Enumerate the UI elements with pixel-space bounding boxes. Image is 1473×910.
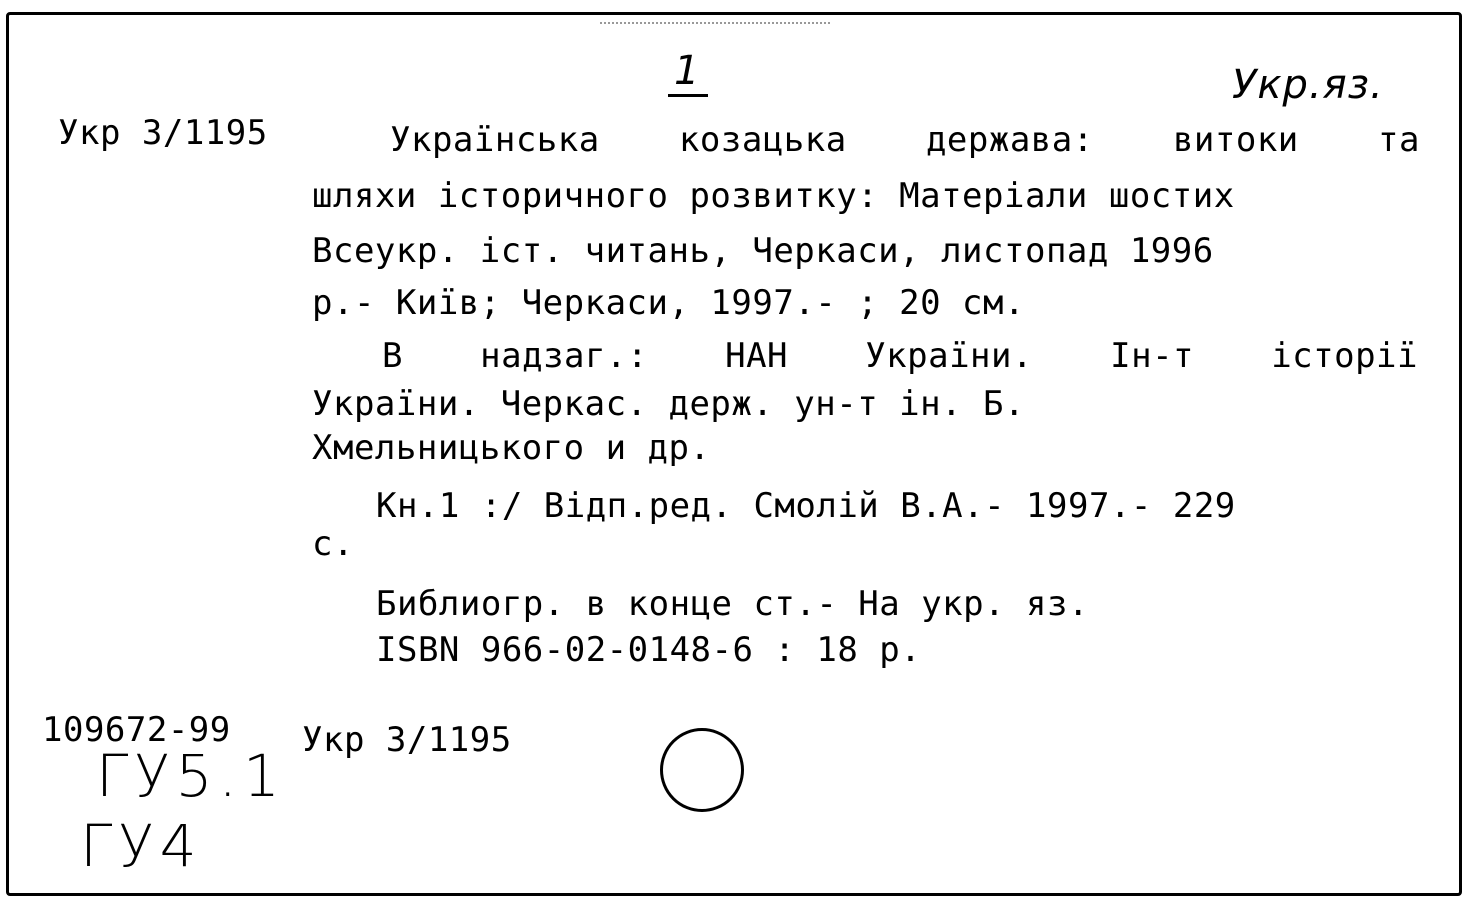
note-word: України. <box>865 336 1033 376</box>
title-line-1 <box>390 120 1420 160</box>
handwritten-card-number: 1 <box>674 48 701 94</box>
handwritten-code-1: ГУ5.1 <box>96 742 286 810</box>
title-word: козацька <box>678 120 847 160</box>
note-word: історії <box>1271 336 1418 376</box>
title-line-3: Всеукр. іст. читань, Черкаси, листопад 1996 <box>312 231 1214 271</box>
card-number-underline <box>668 94 708 97</box>
handwritten-language-note: Укр.яз. <box>1232 62 1384 108</box>
bibliography-note: Библиогр. в конце ст.- На укр. яз. <box>376 584 1089 624</box>
volume-line-2: с. <box>312 524 354 564</box>
title-word: витоки <box>1172 120 1299 160</box>
isbn-price-line: ISBN 966-02-0148-6 : 18 р. <box>376 630 922 670</box>
title-word: Українська <box>390 120 600 160</box>
note-word: надзаг.: <box>480 336 648 376</box>
title-line-4: р.- Київ; Черкаси, 1997.- ; 20 см. <box>312 283 1025 323</box>
note-line-1 <box>382 336 1418 376</box>
handwritten-code-2: ГУ4 <box>80 812 203 880</box>
note-line-2: України. Черкас. держ. ун-т ін. Б. <box>312 384 1025 424</box>
top-dotted-mark <box>600 22 830 24</box>
note-word: НАН <box>725 336 789 376</box>
punch-hole <box>660 728 744 812</box>
note-word: Ін-т <box>1110 336 1195 376</box>
inventory-number: 109672-99 <box>42 710 231 750</box>
note-line-3: Хмельницького и др. <box>312 428 711 468</box>
title-word: та <box>1378 120 1420 160</box>
shelfmark: Укр 3/1195 <box>58 113 268 153</box>
shelfmark-bottom: Укр 3/1195 <box>302 720 512 760</box>
volume-line-1: Кн.1 :/ Відп.ред. Смолій В.А.- 1997.- 229 <box>376 486 1236 526</box>
note-word: В <box>382 336 403 376</box>
title-word: держава: <box>925 120 1094 160</box>
title-line-2: шляхи історичного розвитку: Матеріали шостих <box>312 176 1235 216</box>
